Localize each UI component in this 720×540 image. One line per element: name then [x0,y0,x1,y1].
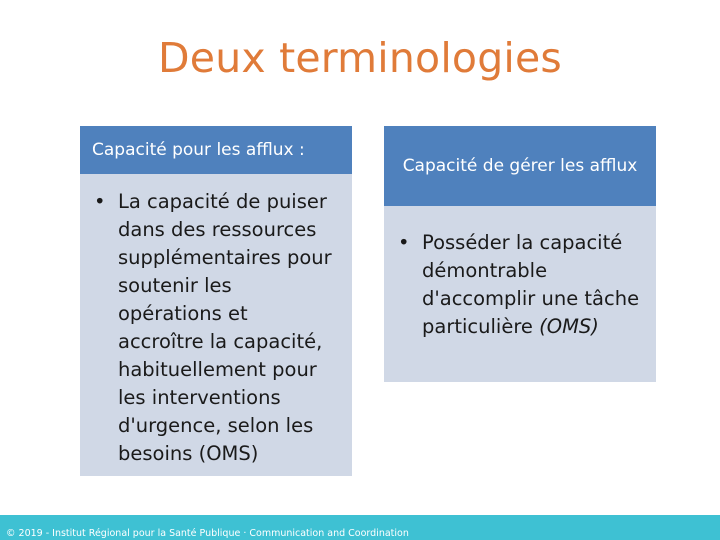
left-card [80,126,352,476]
right-card-bullet-text [422,229,642,341]
right-card-bullet-main: Posséder la capacité démontrable d'accomplir une tâche particulière [422,231,640,338]
left-card-bullet-text: La capacité de puiser dans des ressources supplémentaires pour soutenir les opérations et accroître la capacité, habituellement pour les interventions d'urgence, selon les besoins (OMS) [118,190,332,465]
footer-text: © 2019 - Institut Régional pour la Santé Publique · Communication and Coordination [6,528,409,539]
right-card-body [384,206,656,382]
right-card [384,126,656,382]
left-card-header [80,126,352,174]
right-card-header-text: Capacité de gérer les afflux [402,155,638,176]
right-card-header [384,126,656,206]
left-card-header-text: Capacité pour les afflux : [92,140,305,160]
bullet-marker: • [94,190,106,213]
left-card-bullet [92,188,338,468]
left-card-body [80,174,352,476]
slide-title: Deux terminologies [158,34,562,82]
right-card-bullet [396,229,642,341]
bullet-marker: • [398,231,410,254]
right-card-bullet-source: (OMS) [539,315,599,338]
